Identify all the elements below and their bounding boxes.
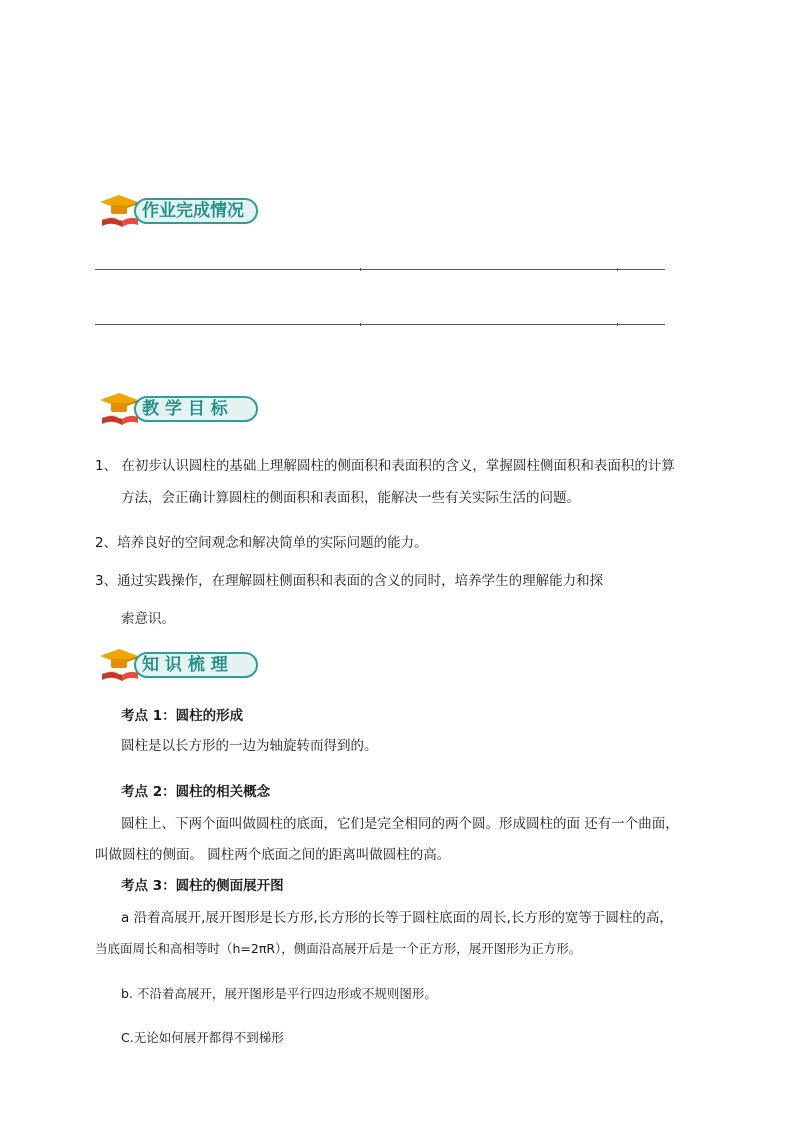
point-2-line-2: 叫做圆柱的侧面。 圆柱两个底面之间的距离叫做圆柱的高。 (95, 847, 451, 863)
point-1-heading: 考点 1：圆柱的形成 (121, 708, 244, 724)
point-2-heading: 考点 2：圆柱的相关概念 (121, 784, 271, 800)
point-3-c-line: C.无论如何展开都得不到梯形 (121, 1030, 284, 1045)
point-1-body: 圆柱是以长方形的一边为轴旋转而得到的。 (121, 738, 378, 754)
section-banner-homework (98, 190, 260, 232)
section-banner-knowledge (98, 644, 260, 686)
goal-item-2: 2、培养良好的空间观念和解决简单的实际问题的能力。 (95, 535, 428, 551)
banner-title: 作业完成情况 (142, 201, 244, 221)
banner-title: 知 识 梳 理 (142, 655, 228, 675)
fill-in-line-1 (95, 269, 665, 270)
point-3-a-line-2: 当底面周长和高相等时（h=2πR），侧面沿高展开后是一个正方形，展开图形为正方形。 (95, 941, 582, 956)
goal-item-1-cont: 方法，会正确计算圆柱的侧面积和表面积，能解决一些有关实际生活的问题。 (121, 490, 580, 506)
section-banner-goals (98, 388, 260, 430)
point-3-a-line-1: a 沿着高展开,展开图形是长方形,长方形的长等于圆柱底面的周长,长方形的宽等于圆柱的高， (121, 910, 673, 926)
point-3-b-line: b. 不沿着高展开，展开图形是平行四边形或不规则图形。 (121, 986, 437, 1001)
point-2-line-1: 圆柱上、下两个面叫做圆柱的底面，它们是完全相同的两个圆。形成圆柱的面 还有一个曲面， (121, 816, 679, 832)
goal-item-1: 1、 在初步认识圆柱的基础上理解圆柱的侧面积和表面积的含义，掌握圆柱侧面积和表面积的计算 (95, 458, 675, 474)
fill-in-line-2 (95, 324, 665, 325)
goal-item-3: 3、通过实践操作，在理解圆柱侧面积和表面的含义的同时，培养学生的理解能力和探 (95, 573, 604, 589)
banner-title: 教 学 目 标 (142, 399, 228, 419)
goal-item-3-cont: 索意识。 (121, 611, 175, 627)
point-3-heading: 考点 3：圆柱的侧面展开图 (121, 878, 284, 894)
